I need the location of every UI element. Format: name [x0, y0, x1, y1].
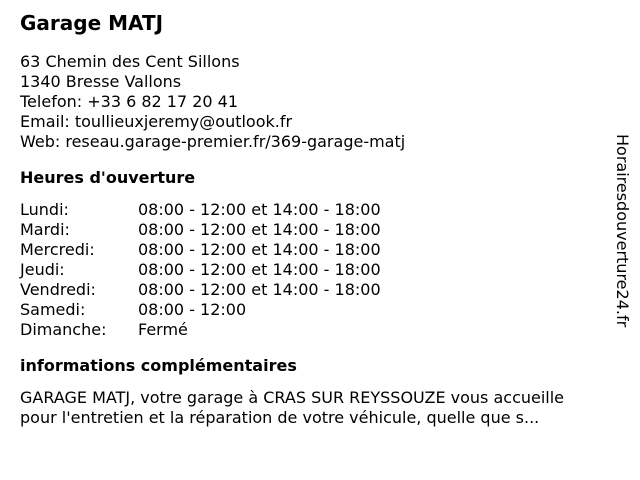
hours-value: Fermé [138, 320, 188, 339]
phone-number: Telefon: +33 6 82 17 20 41 [20, 92, 239, 111]
email-address: Email: toullieuxjeremy@outlook.fr [20, 112, 293, 131]
day-label: Jeudi: [20, 260, 65, 279]
day-label: Dimanche: [20, 320, 107, 339]
hours-value: 08:00 - 12:00 [138, 300, 247, 319]
hours-value: 08:00 - 12:00 et 14:00 - 18:00 [138, 200, 381, 219]
day-label: Mercredi: [20, 240, 95, 259]
day-label: Lundi: [20, 200, 69, 219]
business-card [20, 10, 600, 428]
day-label: Samedi: [20, 300, 86, 319]
hours-value: 08:00 - 12:00 et 14:00 - 18:00 [138, 240, 381, 259]
hours-value: 08:00 - 12:00 et 14:00 - 18:00 [138, 220, 381, 239]
hours-row-monday [20, 200, 600, 220]
hours-value: 08:00 - 12:00 et 14:00 - 18:00 [138, 260, 381, 279]
hours-row-tuesday [20, 220, 600, 240]
info-heading: informations complémentaires [20, 356, 297, 375]
hours-value: 08:00 - 12:00 et 14:00 - 18:00 [138, 280, 381, 299]
hours-heading: Heures d'ouverture [20, 168, 196, 187]
address-line-2: 1340 Bresse Vallons [20, 72, 182, 91]
day-label: Mardi: [20, 220, 70, 239]
hours-row-thursday [20, 260, 600, 280]
hours-row-friday [20, 280, 600, 300]
site-watermark: Horairesdouverture24.fr [613, 134, 632, 328]
hours-row-saturday [20, 300, 600, 320]
website-url: Web: reseau.garage-premier.fr/369-garage-matj [20, 132, 406, 151]
info-description-line-2: pour l'entretien et la réparation de votre véhicule, quelle que s... [20, 408, 540, 427]
day-label: Vendredi: [20, 280, 96, 299]
hours-row-sunday [20, 320, 600, 340]
hours-row-wednesday [20, 240, 600, 260]
business-name: Garage MATJ [20, 11, 164, 35]
address-line-1: 63 Chemin des Cent Sillons [20, 52, 240, 71]
hours-table [20, 200, 600, 340]
info-description-line-1: GARAGE MATJ, votre garage à CRAS SUR REYSSOUZE vous accueille [20, 388, 565, 407]
